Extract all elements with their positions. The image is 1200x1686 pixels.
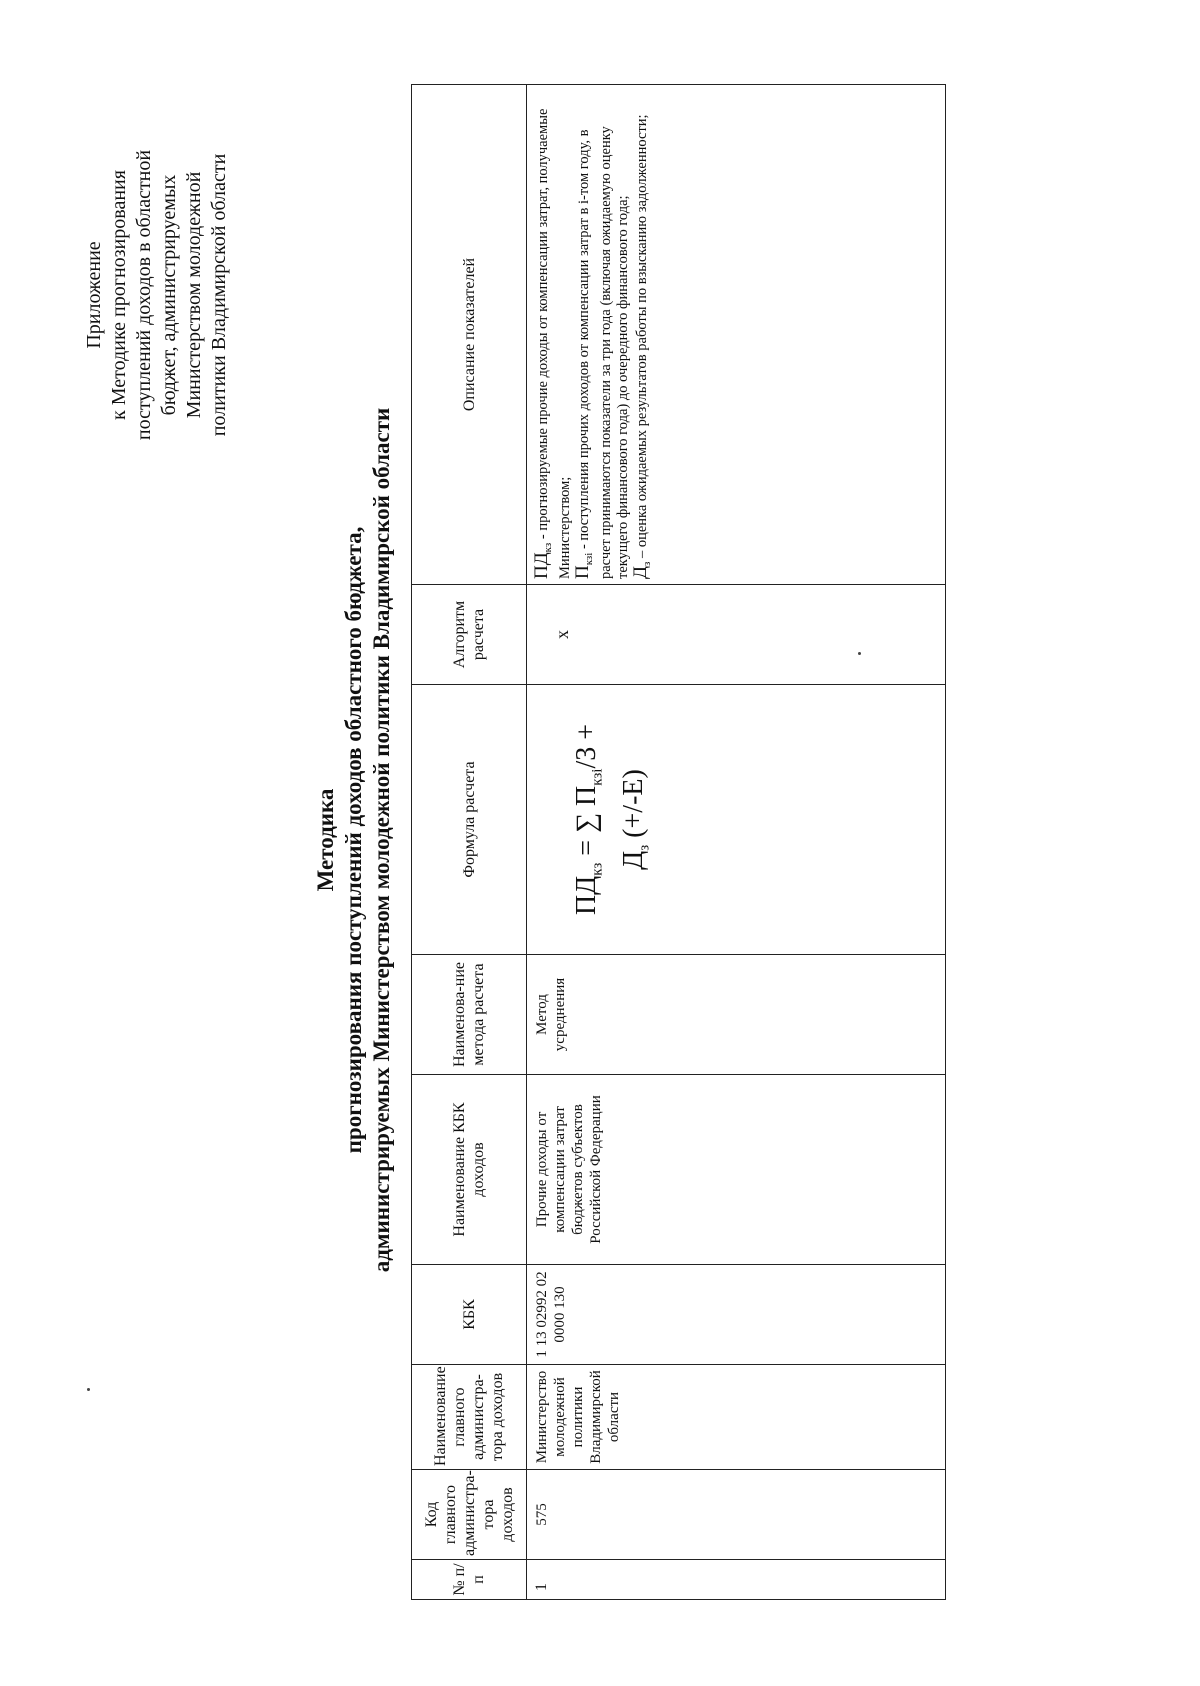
cell-admin-code: 575 [527, 1470, 946, 1560]
formula-sum: = ∑ П [571, 785, 602, 863]
header-description: Описание показателей [412, 85, 527, 585]
appendix-line: поступлений доходов в областной [133, 149, 155, 441]
title-line-3: администрируемых Министерством молодежной политики Владимирской области [369, 407, 394, 1273]
appendix-note [82, 60, 232, 530]
formula-div: /3 + [571, 723, 602, 769]
formula-pd: ПД [571, 875, 602, 916]
appendix-line: политики Владимирской области [208, 153, 230, 437]
cell-method: Метод усреднения [527, 955, 946, 1075]
cell-formula [527, 685, 946, 955]
cell-algorithm: х [527, 585, 946, 685]
cell-kbk-name: Прочие доходы от компенсации затрат бюджетов субъектов Российской Федерации [527, 1075, 946, 1265]
formula-d: Д [617, 850, 649, 870]
document-title [312, 40, 396, 1640]
formula-pd-sub: кз [589, 862, 606, 876]
pd-symbol-sub: кз [541, 542, 554, 553]
p-text: - поступления прочих доходов от компенсации затрат в i-том году, в расчет принимаются показатели за три года (включая ожидаемую оценку текущего финансового года) до очередного финансового года; [575, 126, 631, 579]
formula-tail: (+/-Е) [617, 769, 649, 845]
cell-kbk: 1 13 02992 02 0000 130 [527, 1265, 946, 1365]
header-algorithm: Алгоритм расчета [412, 585, 527, 685]
formula-p-sub: кзi [589, 768, 606, 786]
appendix-line: бюджет, администрируемых [158, 174, 180, 416]
cell-description [527, 85, 946, 585]
title-line-1: Методика [313, 788, 338, 892]
header-num: № п/п [412, 1560, 527, 1600]
cell-admin-name: Министерство молодежной политики Владимирской области [527, 1365, 946, 1470]
header-admin-name: Наименование главного администра-тора доходов [412, 1365, 527, 1470]
appendix-line: к Методике прогнозирования [108, 170, 130, 420]
header-admin-code: Код главного администра-тора доходов [412, 1470, 527, 1560]
formula-d-sub: з [636, 844, 653, 851]
table-row [527, 85, 946, 1600]
description-pd [533, 90, 574, 579]
appendix-line: Приложение [83, 241, 105, 349]
title-line-2: прогнозирования поступлений доходов областного бюджета, [341, 526, 366, 1154]
description-d [629, 90, 656, 579]
table-header-row [412, 85, 527, 1600]
p-symbol: П [571, 565, 593, 579]
appendix-line: Министерством молодежной [183, 171, 205, 419]
pd-text: - прогнозируемые прочие доходы от компенсации затрат, получаемые Министерством; [535, 108, 573, 579]
p-symbol-sub: кзi [582, 552, 595, 566]
d-symbol-sub: з [640, 561, 653, 567]
scan-speck [858, 652, 861, 655]
header-method: Наименова-ние метода расчета [412, 955, 527, 1075]
d-symbol: Д [629, 566, 651, 579]
pd-symbol: ПД [531, 552, 552, 579]
description-p [571, 90, 632, 579]
d-text: – оценка ожидаемых результатов работы по взысканию задолженности; [633, 114, 650, 562]
header-kbk-name: Наименование КБК доходов [412, 1075, 527, 1265]
cell-num: 1 [527, 1560, 946, 1600]
scan-speck [87, 1388, 90, 1391]
document-page [50, 40, 1110, 1640]
header-kbk: КБК [412, 1265, 527, 1365]
methodology-table [411, 84, 946, 1600]
header-formula: Формула расчета [412, 685, 527, 955]
